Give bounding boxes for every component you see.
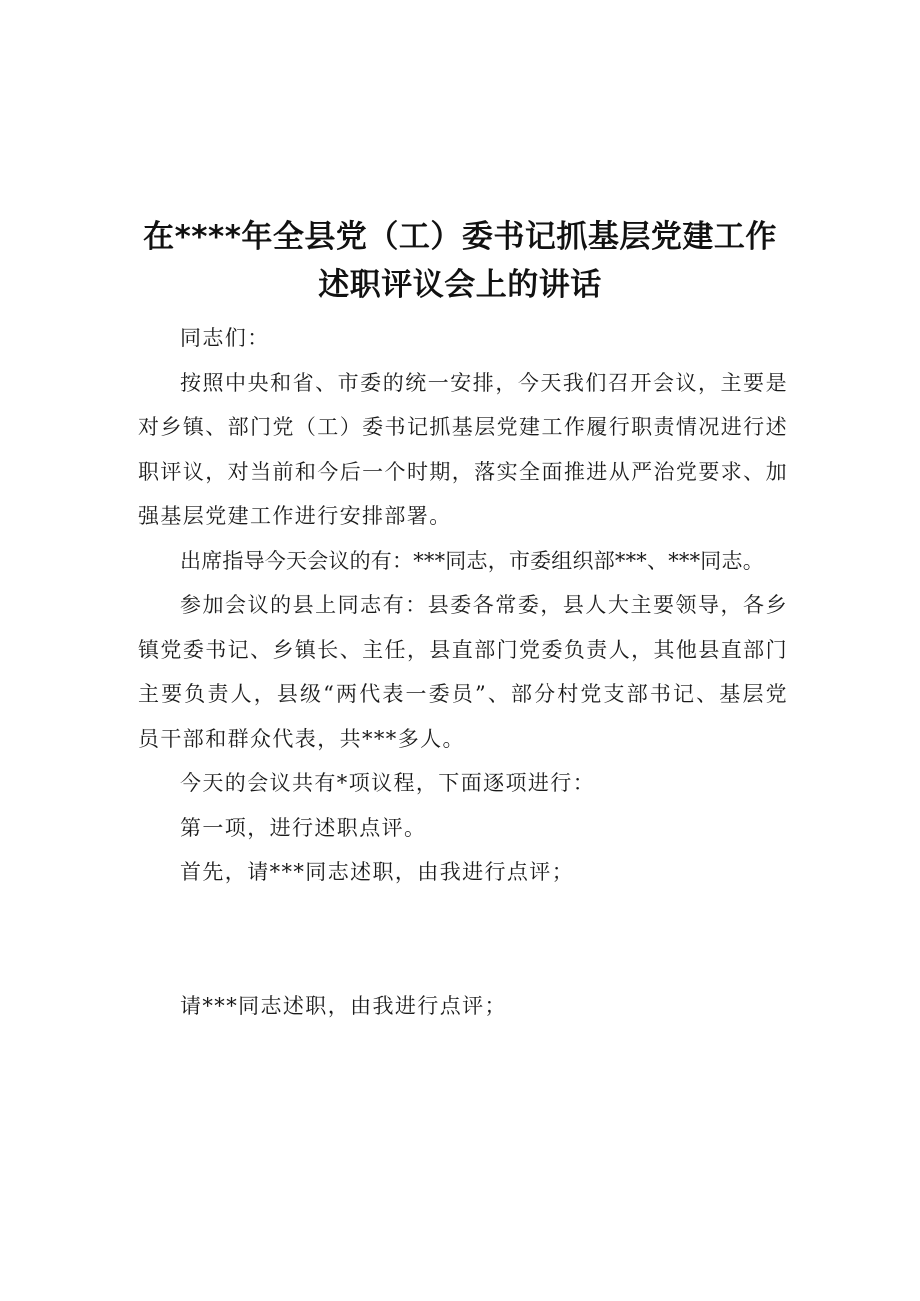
document-body bbox=[138, 316, 788, 1028]
blank-space bbox=[138, 895, 788, 984]
salutation: 同志们： bbox=[180, 326, 270, 350]
paragraph-intro: 按照中央和省、市委的统一安排，今天我们召开会议，主要是对乡镇、部门党（工）委书记抓基层党建工作履行职责情况进行述职评议，对当前和今后一个时期，落实全面推进从严治党要求、加强基层党建工作进行安排部署。 bbox=[138, 370, 788, 528]
paragraph-next-report: 请***同志述职，由我进行点评； bbox=[180, 993, 507, 1018]
paragraph-agenda: 今天的会议共有*项议程，下面逐项进行： bbox=[180, 771, 596, 795]
paragraph-attendees-guidance: 出席指导今天会议的有：***同志，市委组织部***、***同志。 bbox=[180, 548, 764, 573]
paragraph-attendees-county: 参加会议的县上同志有：县委各常委，县人大主要领导，各乡镇党委书记、乡镇长、主任，县直部门党委负责人，其他县直部门主要负责人，县级“两代表一委员”、部分村党支部书记、基层党员干部和群众代表，共***多人。 bbox=[138, 593, 788, 751]
document-title-line-2: 述职评议会上的讲话 bbox=[318, 267, 602, 303]
paragraph-first-report: 首先，请***同志述职，由我进行点评； bbox=[180, 860, 575, 884]
paragraph-item-one: 第一项，进行述职点评。 bbox=[180, 815, 427, 840]
document-title-line-1: 在****年全县党（工）委书记抓基层党建工作 bbox=[143, 219, 777, 255]
